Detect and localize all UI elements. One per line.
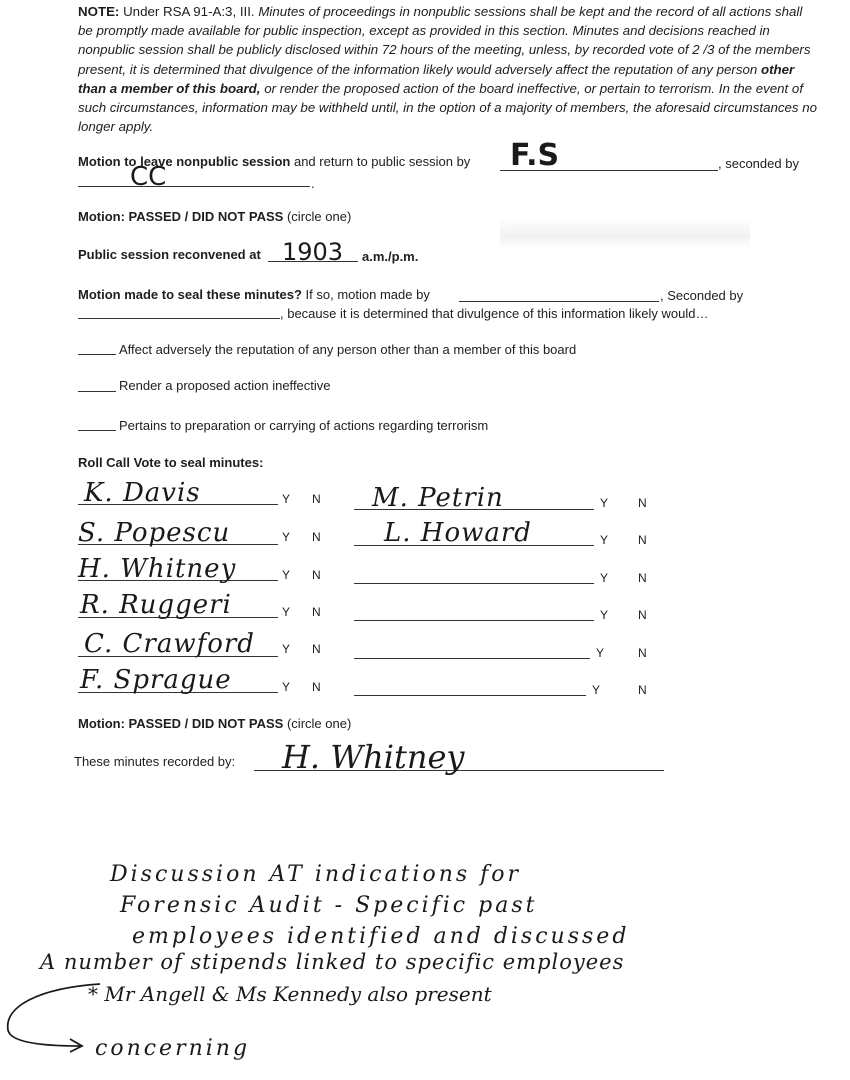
note-text-2: or render the proposed action of the board ineffective, or pertain to terrorism. In the event of such circumstances, information may be withheld until, in the option of a majority of members, the aforesaid circumstances no longer apply. — [78, 80, 818, 135]
roll-call-heading: Roll Call Vote to seal minutes: — [78, 455, 264, 470]
note-line-1: Discussion AT indications for — [110, 862, 522, 887]
roll-name-left-1: K. Davis — [84, 478, 201, 508]
roll-name-left-3: H. Whitney — [78, 554, 237, 584]
roll-name-left-4: R. Ruggeri — [80, 590, 232, 620]
seconded-by-label: , seconded by — [718, 156, 799, 171]
roll-y-left-3[interactable]: Y — [282, 568, 291, 582]
note-line-5: * Mr Angell & Ms Kennedy also present — [88, 982, 492, 1006]
note-lead: Under RSA 91-A:3, III. — [119, 4, 259, 19]
bleed-through-smudge — [500, 218, 750, 248]
reason-2-blank[interactable] — [78, 391, 116, 392]
note-prefix: NOTE: — [78, 4, 120, 19]
ampm-label: a.m./p.m. — [362, 249, 419, 264]
roll-name-left-6: F. Sprague — [80, 665, 232, 695]
roll-name-right-1: M. Petrin — [372, 483, 504, 513]
roll-y-left-5[interactable]: Y — [282, 642, 291, 656]
note-text-1: Minutes of proceedings in nonpublic sessions shall be kept and the record of all actions shall be promptly made available for public inspection, except as provided in this section. Minutes and decisions reached in nonpublic session shall be publicly disclosed within 72 hours of the meeting, unless, by recorded vote of 2 /3 of the members present, it is determined that divulgence of the information likely would adversely affect the reputation of any person — [78, 4, 811, 77]
roll-y-left-6[interactable]: Y — [282, 680, 291, 694]
reason-1-blank[interactable] — [78, 354, 116, 355]
roll-n-left-4[interactable]: N — [312, 605, 321, 619]
reason-3: Pertains to preparation or carrying of actions regarding terrorism — [119, 418, 489, 433]
reason-2: Render a proposed action ineffective — [119, 378, 331, 393]
roll-n-right-4[interactable]: N — [638, 608, 647, 622]
seal-because-text: , because it is determined that divulgence of this information likely would… — [280, 306, 709, 321]
roll-y-right-1[interactable]: Y — [600, 496, 609, 510]
roll-y-right-3[interactable]: Y — [600, 571, 609, 585]
roll-n-right-5[interactable]: N — [638, 646, 647, 660]
seal-motion-by-line[interactable] — [459, 301, 659, 302]
roll-name-right-2: L. Howard — [384, 518, 532, 548]
note-line-4: A number of stipends linked to specific employees — [40, 950, 625, 974]
note-line-2: Forensic Audit - Specific past — [120, 893, 538, 918]
seconded-period: . — [311, 176, 315, 191]
reason-1: Affect adversely the reputation of any person other than a member of this board — [119, 342, 577, 357]
roll-line-right-6[interactable] — [354, 695, 586, 696]
note-line-3: employees identified and discussed — [132, 924, 630, 949]
roll-n-left-1[interactable]: N — [312, 492, 321, 506]
statute-note — [78, 2, 818, 136]
roll-line-right-3[interactable] — [354, 583, 594, 584]
reconvened-label: Public session reconvened at — [78, 247, 261, 262]
reason-3-blank[interactable] — [78, 430, 116, 431]
roll-name-left-2: S. Popescu — [78, 518, 231, 548]
note-emphasis: other than a member of this board, — [78, 61, 795, 96]
roll-y-right-4[interactable]: Y — [600, 608, 609, 622]
seal-seconded-line[interactable] — [78, 318, 280, 319]
roll-n-right-2[interactable]: N — [638, 533, 647, 547]
seconded-handwriting: CC — [130, 162, 167, 192]
roll-n-right-3[interactable]: N — [638, 571, 647, 585]
roll-n-right-6[interactable]: N — [638, 683, 647, 697]
roll-y-left-2[interactable]: Y — [282, 530, 291, 544]
roll-line-right-4[interactable] — [354, 620, 594, 621]
motion-by-handwriting: F.S — [510, 138, 560, 173]
note-line-6: concerning — [95, 1036, 251, 1061]
recorded-by-signature: H. Whitney — [282, 738, 465, 776]
motion-leave-label: Motion to leave nonpublic session and return to public session by — [78, 154, 471, 169]
roll-line-right-5[interactable] — [354, 658, 590, 659]
roll-y-right-2[interactable]: Y — [600, 533, 609, 547]
roll-y-left-1[interactable]: Y — [282, 492, 291, 506]
roll-n-left-2[interactable]: N — [312, 530, 321, 544]
motion-result-1: Motion: PASSED / DID NOT PASS (circle one) — [78, 209, 352, 224]
roll-n-right-1[interactable]: N — [638, 496, 647, 510]
seal-motion-label: Motion made to seal these minutes? If so, motion made by — [78, 287, 430, 302]
recorded-by-label: These minutes recorded by: — [74, 754, 236, 769]
roll-n-left-5[interactable]: N — [312, 642, 321, 656]
reconvened-time-handwriting: 1903 — [282, 238, 344, 266]
roll-name-left-5: C. Crawford — [84, 629, 255, 659]
seconded-line[interactable] — [78, 186, 310, 187]
seal-seconded-label: , Seconded by — [660, 288, 744, 303]
roll-y-right-6[interactable]: Y — [592, 683, 601, 697]
roll-n-left-6[interactable]: N — [312, 680, 321, 694]
motion-result-2: Motion: PASSED / DID NOT PASS (circle one) — [78, 716, 352, 731]
roll-y-right-5[interactable]: Y — [596, 646, 605, 660]
insertion-arrow-icon — [0, 960, 110, 1060]
roll-n-left-3[interactable]: N — [312, 568, 321, 582]
roll-y-left-4[interactable]: Y — [282, 605, 291, 619]
